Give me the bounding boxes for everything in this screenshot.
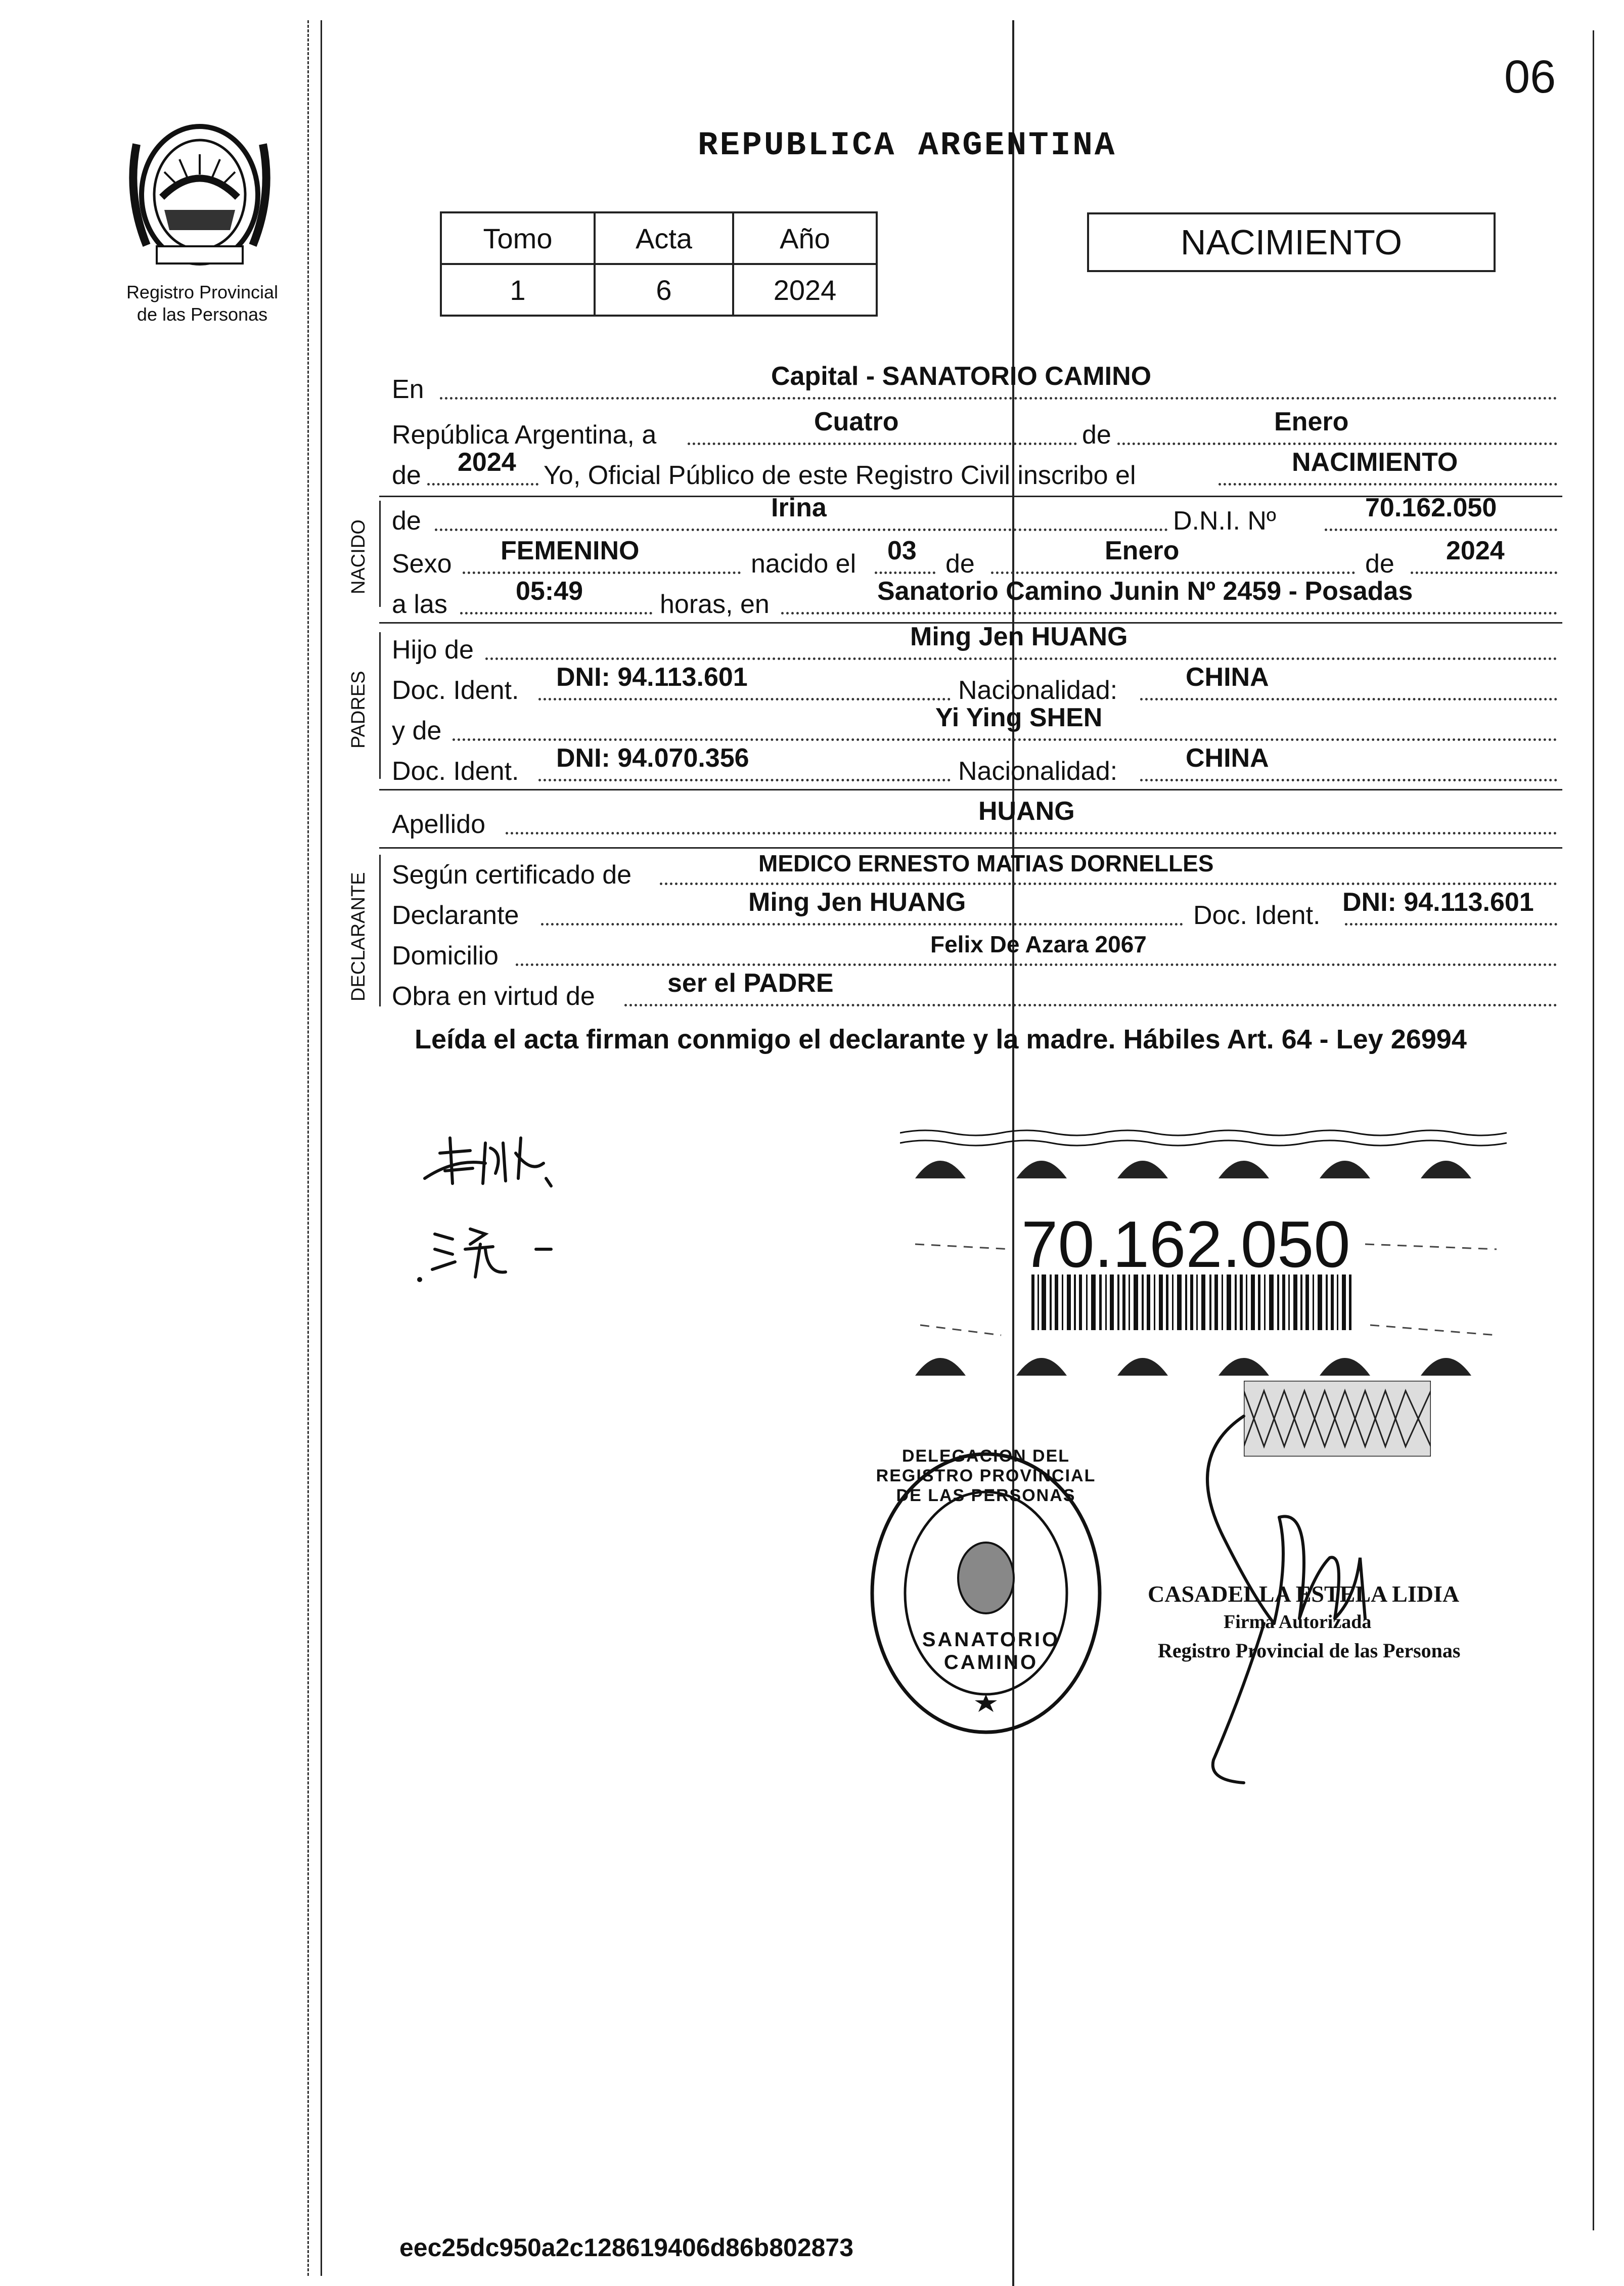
official-name: CASADELLA ESTELA LIDIA bbox=[1148, 1581, 1460, 1607]
value-time: 05:49 bbox=[516, 577, 583, 606]
label-nacionalidad-2: Nacionalidad: bbox=[958, 757, 1118, 786]
label-en: En bbox=[392, 375, 424, 404]
value-declarante: Ming Jen HUANG bbox=[748, 888, 966, 917]
row-republica bbox=[0, 407, 1624, 450]
row-declarante bbox=[0, 890, 1624, 931]
row-y-de bbox=[0, 703, 1624, 746]
dotted-fill bbox=[541, 923, 1183, 926]
row-nacido-name bbox=[0, 493, 1624, 536]
dotted-fill bbox=[460, 612, 652, 614]
value-domicilio: Felix De Azara 2067 bbox=[930, 931, 1147, 957]
dotted-fill bbox=[1325, 529, 1557, 531]
label-dni: D.N.I. Nº bbox=[1173, 506, 1276, 536]
dotted-fill bbox=[453, 738, 1557, 741]
value-mother-doc: DNI: 94.070.356 bbox=[556, 743, 749, 773]
label-de-year: de bbox=[392, 461, 421, 490]
logo-caption-line2: de las Personas bbox=[137, 304, 268, 325]
dotted-fill bbox=[1219, 483, 1557, 486]
closing-note: Leída el acta firman conmigo el declarante y la madre. Hábiles Art. 64 - Ley 26994 bbox=[415, 1024, 1467, 1054]
label-doc-ident-2: Doc. Ident. bbox=[392, 757, 519, 786]
label-horas-en: horas, en bbox=[660, 590, 770, 619]
row-hora bbox=[0, 579, 1624, 620]
record-type-box: NACIMIENTO bbox=[1087, 212, 1496, 272]
dotted-fill bbox=[427, 483, 538, 486]
value-father-doc: DNI: 94.113.601 bbox=[556, 663, 748, 692]
signature-mother bbox=[404, 1214, 607, 1290]
value-mother-nat: CHINA bbox=[1186, 743, 1269, 773]
label-officer: Yo, Oficial Público de este Registro Civil inscribo el bbox=[544, 461, 1136, 490]
registry-header-ano: Año bbox=[733, 212, 877, 264]
row-apellido bbox=[0, 799, 1624, 840]
divider-after-padres bbox=[379, 789, 1562, 790]
value-doc-decl: DNI: 94.113.601 bbox=[1342, 888, 1534, 917]
value-certificado: MEDICO ERNESTO MATIAS DORNELLES bbox=[758, 850, 1214, 876]
label-domicilio: Domicilio bbox=[392, 941, 499, 971]
dotted-fill bbox=[875, 572, 935, 574]
label-declarante: Declarante bbox=[392, 901, 519, 930]
value-year: 2024 bbox=[458, 448, 516, 477]
dotted-fill bbox=[991, 572, 1355, 574]
dotted-fill bbox=[463, 572, 741, 574]
section-label-nacido: NACIDO bbox=[348, 519, 369, 594]
registry-header-row bbox=[441, 212, 877, 264]
value-father-name: Ming Jen HUANG bbox=[910, 622, 1128, 651]
value-birth-place: Sanatorio Camino Junin Nº 2459 - Posadas bbox=[877, 577, 1413, 606]
seal-outer-text: DELEGACION DEL REGISTRO PROVINCIAL DE LAS PERSONAS bbox=[876, 1446, 1096, 1505]
registry-header-acta: Acta bbox=[595, 212, 733, 264]
registry-value-acta: 6 bbox=[595, 264, 733, 316]
dotted-fill bbox=[1140, 779, 1557, 781]
label-de-month: de bbox=[1082, 420, 1111, 450]
section-label-padres: PADRES bbox=[348, 671, 369, 749]
row-domicilio bbox=[0, 931, 1624, 971]
value-birth-year: 2024 bbox=[1446, 536, 1505, 565]
official-role: Firma Autorizada bbox=[1224, 1611, 1372, 1633]
dotted-fill bbox=[435, 529, 1168, 531]
value-mother-name: Yi Ying SHEN bbox=[935, 703, 1103, 732]
value-sexo: FEMENINO bbox=[501, 536, 640, 565]
label-hijo-de: Hijo de bbox=[392, 635, 474, 665]
label-doc-ident: Doc. Ident. bbox=[392, 676, 519, 705]
logo-caption-line1: Registro Provincial bbox=[126, 282, 279, 302]
dotted-fill bbox=[1117, 443, 1557, 445]
label-certificado: Según certificado de bbox=[392, 860, 632, 890]
section-label-declarante: DECLARANTE bbox=[348, 872, 369, 1001]
value-birth-day: 03 bbox=[887, 536, 917, 565]
registry-table bbox=[440, 211, 878, 317]
dotted-fill bbox=[538, 698, 951, 700]
label-doc-ident-decl: Doc. Ident. bbox=[1193, 901, 1321, 930]
row-hijo-de bbox=[0, 622, 1624, 665]
row-father-doc bbox=[0, 665, 1624, 706]
label-de-2: de bbox=[945, 549, 975, 579]
row-year-officer bbox=[0, 450, 1624, 491]
registry-value-row bbox=[441, 264, 877, 316]
value-event: NACIMIENTO bbox=[1292, 448, 1458, 477]
value-father-nat: CHINA bbox=[1186, 663, 1269, 692]
row-en bbox=[0, 364, 1624, 405]
label-obra: Obra en virtud de bbox=[392, 982, 595, 1011]
value-en: Capital - SANATORIO CAMINO bbox=[771, 362, 1152, 391]
label-de-name: de bbox=[392, 506, 421, 536]
left-margin-line bbox=[321, 20, 322, 2276]
row-obra bbox=[0, 971, 1624, 1012]
registry-value-ano: 2024 bbox=[733, 264, 877, 316]
dotted-fill bbox=[781, 612, 1557, 614]
page-number: 06 bbox=[1504, 51, 1556, 103]
divider-after-apellido bbox=[379, 847, 1562, 849]
label-nacido-el: nacido el bbox=[751, 549, 856, 579]
row-mother-doc bbox=[0, 743, 1624, 786]
left-margin-dash bbox=[307, 20, 309, 2276]
dotted-fill bbox=[538, 779, 951, 781]
seal-inner-text: SANATORIO CAMINO bbox=[922, 1629, 1060, 1674]
right-margin-line bbox=[1593, 30, 1594, 2230]
value-obra: ser el PADRE bbox=[667, 969, 834, 998]
signature-father bbox=[415, 1123, 566, 1204]
dotted-fill bbox=[440, 397, 1557, 400]
barcode-number: 70.162.050 bbox=[1021, 1207, 1350, 1281]
label-alas: a las bbox=[392, 590, 447, 619]
dotted-fill bbox=[624, 1004, 1557, 1006]
document-title: REPUBLICA ARGENTINA bbox=[698, 126, 1117, 164]
registry-value-tomo: 1 bbox=[441, 264, 595, 316]
dotted-fill bbox=[1140, 698, 1557, 700]
dotted-fill bbox=[660, 883, 1557, 885]
row-certificado bbox=[0, 850, 1624, 890]
value-apellido: HUANG bbox=[978, 797, 1075, 826]
value-dni: 70.162.050 bbox=[1365, 493, 1497, 522]
dotted-fill bbox=[1345, 923, 1557, 926]
row-sexo bbox=[0, 536, 1624, 579]
label-republica: República Argentina, a bbox=[392, 420, 657, 450]
dotted-fill bbox=[1411, 572, 1557, 574]
label-apellido: Apellido bbox=[392, 810, 486, 839]
registry-header-tomo: Tomo bbox=[441, 212, 595, 264]
official-office: Registro Provincial de las Personas bbox=[1158, 1639, 1461, 1662]
dotted-fill bbox=[688, 443, 1077, 445]
value-birth-month: Enero bbox=[1105, 536, 1180, 565]
value-child-name: Irina bbox=[771, 493, 827, 522]
label-y-de: y de bbox=[392, 716, 442, 745]
label-nacionalidad: Nacionalidad: bbox=[958, 676, 1118, 705]
value-month: Enero bbox=[1274, 407, 1349, 436]
label-sexo: Sexo bbox=[392, 549, 452, 579]
value-day: Cuatro bbox=[814, 407, 899, 436]
dotted-fill bbox=[485, 657, 1557, 660]
dotted-fill bbox=[516, 963, 1557, 966]
document-hash: eec25dc950a2c128619406d86b802873 bbox=[399, 2233, 854, 2262]
label-de-3: de bbox=[1365, 549, 1394, 579]
dotted-fill bbox=[506, 832, 1557, 834]
logo-caption bbox=[111, 281, 293, 326]
province-emblem bbox=[126, 114, 273, 271]
